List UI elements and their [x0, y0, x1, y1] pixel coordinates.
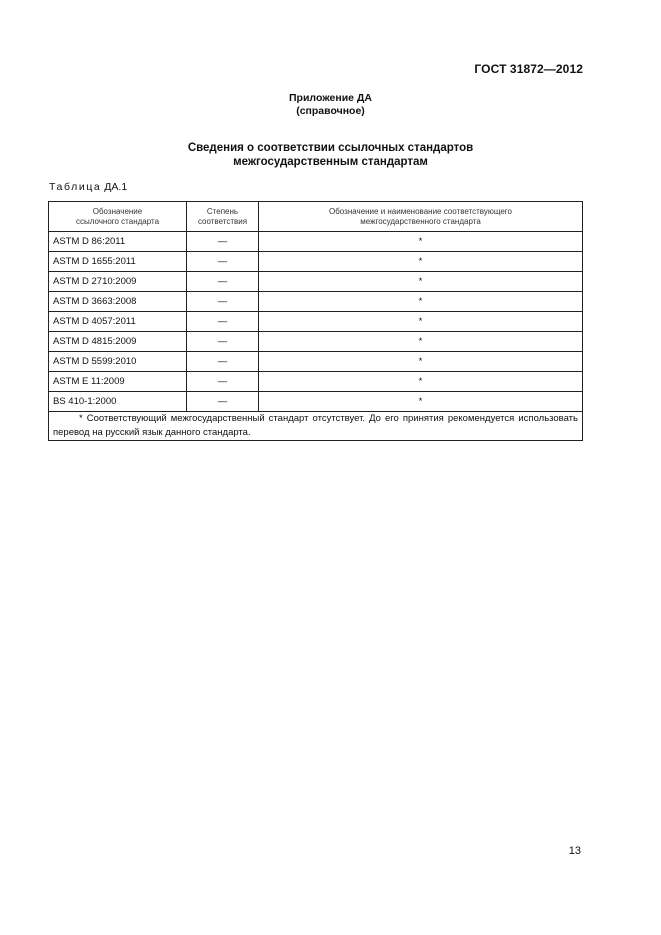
degree-cell: — — [187, 292, 259, 312]
reference-standard-cell: BS 410-1:2000 — [49, 392, 187, 412]
annex-title: Приложение ДА — [289, 92, 372, 104]
table-row — [49, 252, 583, 272]
header-col2-line1: Степень — [206, 206, 239, 216]
reference-standard-cell: ASTM D 3663:2008 — [49, 292, 187, 312]
degree-cell: — — [187, 232, 259, 252]
table-caption-word: Таблица — [49, 181, 102, 193]
table-row — [49, 372, 583, 392]
interstate-standard-cell: * — [259, 312, 583, 332]
degree-cell: — — [187, 332, 259, 352]
header-reference-standard — [49, 202, 187, 232]
header-col1-line2: ссылочного стандарта — [75, 216, 160, 226]
header-col2-line2: соответствия — [197, 216, 248, 226]
table-header-row — [49, 202, 583, 232]
page-number: 13 — [568, 845, 581, 857]
section-heading-line-1: Сведения о соответствии ссылочных стандартов — [187, 142, 474, 154]
section-heading-line-2: межгосударственным стандартам — [233, 156, 428, 168]
degree-cell: — — [187, 372, 259, 392]
degree-cell: — — [187, 392, 259, 412]
document-code: ГОСТ 31872—2012 — [474, 62, 583, 76]
interstate-standard-cell: * — [259, 232, 583, 252]
table-row — [49, 272, 583, 292]
table-row — [49, 352, 583, 372]
degree-cell: — — [187, 312, 259, 332]
reference-standard-cell: ASTM D 4815:2009 — [49, 332, 187, 352]
table-row — [49, 332, 583, 352]
interstate-standard-cell: * — [259, 352, 583, 372]
table-footnote: * Соответствующий межгосударственный стандарт отсутствует. До его принятия рекомендуется использовать перевод на русский язык данного стандарта. — [49, 412, 583, 441]
standards-table — [48, 201, 583, 441]
header-degree-of-conformity — [187, 202, 259, 232]
interstate-standard-cell: * — [259, 332, 583, 352]
table-row — [49, 392, 583, 412]
table-caption — [49, 181, 127, 193]
table-row — [49, 312, 583, 332]
reference-standard-cell: ASTM D 5599:2010 — [49, 352, 187, 372]
table-row — [49, 232, 583, 252]
interstate-standard-cell: * — [259, 252, 583, 272]
interstate-standard-cell: * — [259, 292, 583, 312]
reference-standard-cell: ASTM D 1655:2011 — [49, 252, 187, 272]
reference-standard-cell: ASTM E 11:2009 — [49, 372, 187, 392]
annex-heading — [0, 92, 661, 118]
interstate-standard-cell: * — [259, 392, 583, 412]
annex-subtitle: (справочное) — [296, 105, 365, 117]
table-footnote-row — [49, 412, 583, 441]
degree-cell: — — [187, 272, 259, 292]
header-col3-line1: Обозначение и наименование соответствующего — [329, 206, 512, 216]
reference-standard-cell: ASTM D 86:2011 — [49, 232, 187, 252]
degree-cell: — — [187, 252, 259, 272]
header-interstate-standard — [259, 202, 583, 232]
degree-cell: — — [187, 352, 259, 372]
table-row — [49, 292, 583, 312]
header-col1-line1: Обозначение — [92, 206, 143, 216]
interstate-standard-cell: * — [259, 272, 583, 292]
section-heading — [0, 141, 661, 169]
reference-standard-cell: ASTM D 4057:2011 — [49, 312, 187, 332]
header-col3-line2: межгосударственного стандарта — [360, 216, 481, 226]
reference-standard-cell: ASTM D 2710:2009 — [49, 272, 187, 292]
table-caption-number: ДА.1 — [104, 181, 128, 193]
interstate-standard-cell: * — [259, 372, 583, 392]
